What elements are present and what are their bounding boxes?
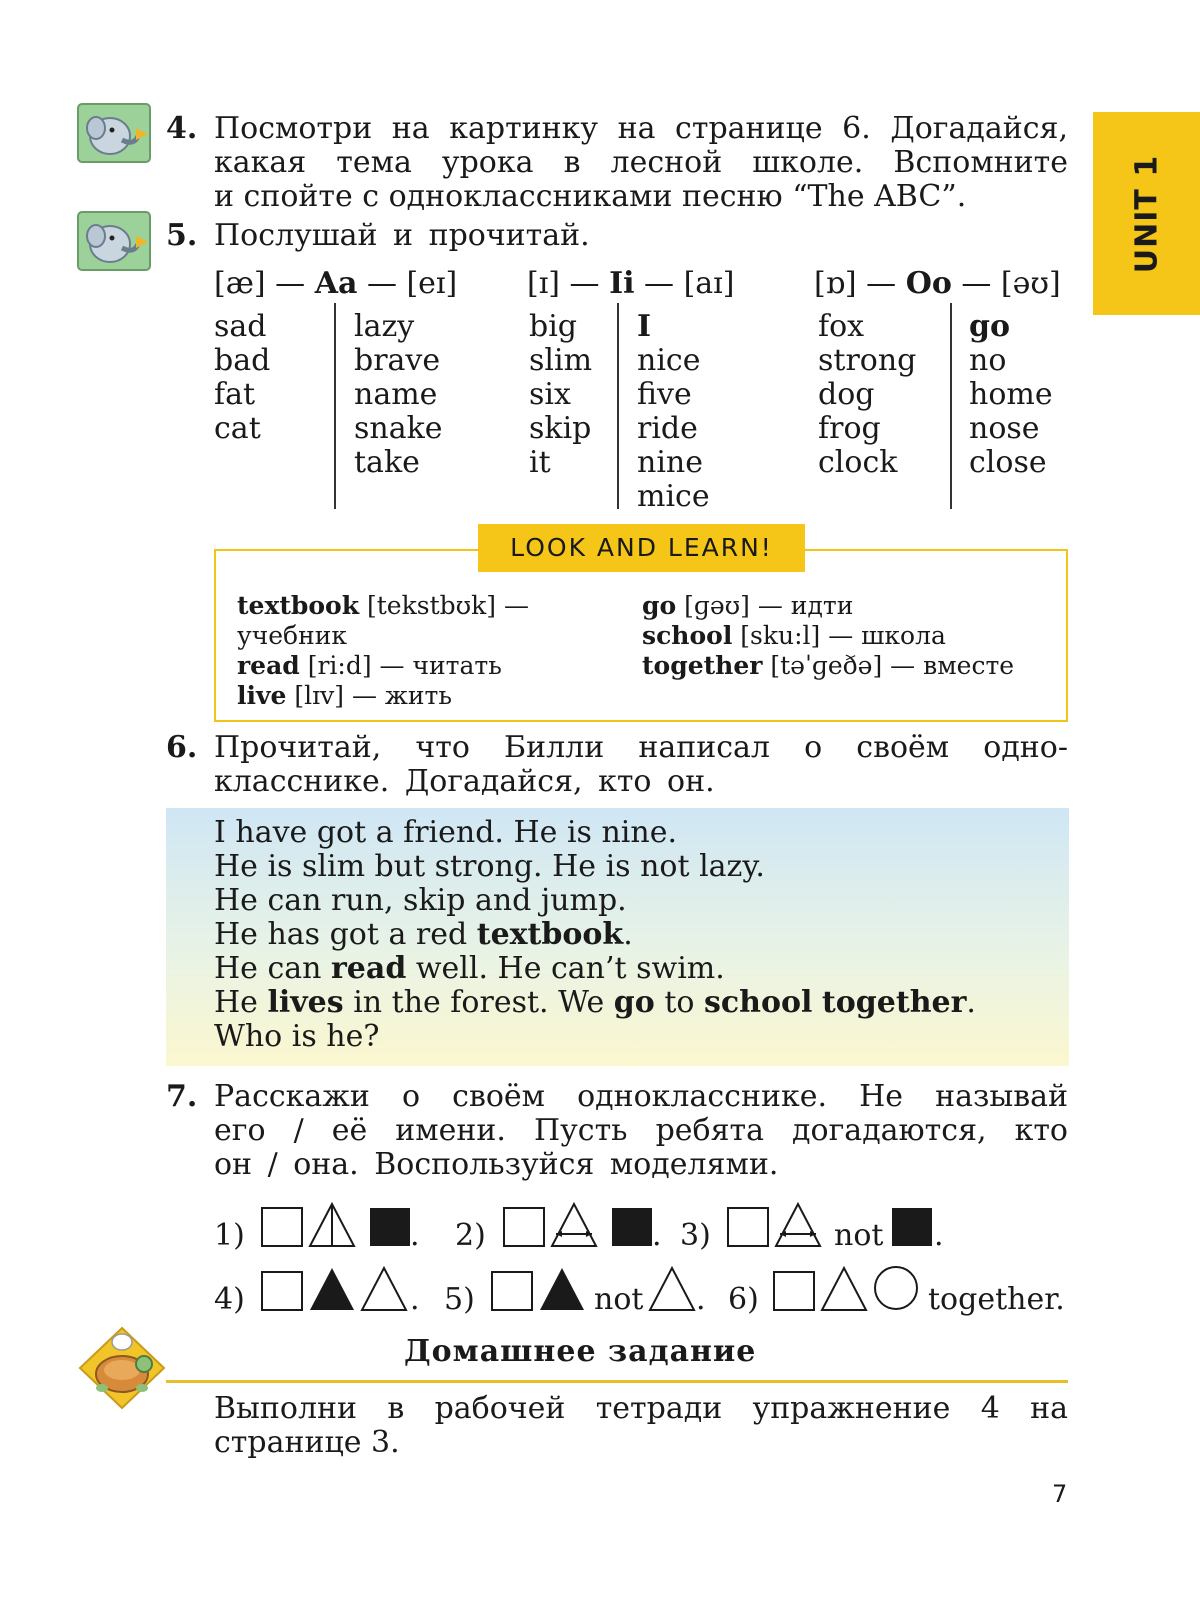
phonics-header-aa xyxy=(214,266,457,301)
sound-long: — [əʊ] xyxy=(951,266,1061,301)
task-7-line: он / она. Воспользуйся моделями. xyxy=(214,1147,779,1182)
homework-divider xyxy=(166,1380,1068,1383)
word: no xyxy=(969,343,1007,378)
task-5-title: Послушай и прочитай. xyxy=(214,218,590,253)
phonics-header-ii xyxy=(527,266,734,301)
story-line xyxy=(214,986,976,1020)
word: nice xyxy=(637,343,701,378)
model-dot: . xyxy=(410,1218,420,1253)
task-6-number: 6. xyxy=(166,730,198,765)
word: cat xyxy=(214,411,261,446)
model-label: 4) xyxy=(214,1282,245,1317)
word: take xyxy=(354,445,420,480)
task-4-line: и спойте с одноклассниками песню “The ABC”. xyxy=(214,179,967,214)
word: six xyxy=(529,377,571,412)
model-4-symbols-icon xyxy=(260,1264,420,1314)
vocab-word: live xyxy=(237,681,287,710)
vocab-translation: [ri:d] — читать xyxy=(299,651,502,680)
word: five xyxy=(637,377,692,412)
word: home xyxy=(969,377,1053,412)
model-row-2 xyxy=(214,1264,1074,1324)
story-text: . xyxy=(966,985,976,1020)
vocab-right xyxy=(642,591,1014,681)
vocab-translation: [lɪv] — жить xyxy=(286,681,453,710)
model-label: 3) xyxy=(680,1218,711,1253)
story-text: He xyxy=(214,985,268,1020)
word: big xyxy=(529,309,578,344)
story-text xyxy=(812,985,822,1020)
story-keyword: textbook xyxy=(476,917,624,952)
word: brave xyxy=(354,343,441,378)
model-5-symbols-icon xyxy=(490,1264,590,1314)
look-and-learn-title: LOOK AND LEARN! xyxy=(478,524,805,572)
word: mice xyxy=(637,479,710,514)
sound-short: [ɒ] — xyxy=(814,266,906,301)
word: strong xyxy=(818,343,917,378)
story-line: I have got a friend. He is nine. xyxy=(214,815,678,850)
model-not: not xyxy=(834,1218,884,1253)
phonics-header-oo xyxy=(814,266,1061,301)
sound-long: — [aɪ] xyxy=(634,266,735,301)
word-column-aa-long xyxy=(354,310,443,480)
word: lazy xyxy=(354,309,415,344)
story-text: well. He can’t swim. xyxy=(406,951,725,986)
model-label: 5) xyxy=(444,1282,475,1317)
elephant-mascot-icon xyxy=(76,102,152,164)
sound-short: [ɪ] — xyxy=(527,266,610,301)
model-1-symbols-icon xyxy=(260,1200,420,1250)
vocab-word: together xyxy=(642,651,763,680)
story-keyword: read xyxy=(331,951,407,986)
word-column-ii-long xyxy=(637,310,710,514)
task-4-text xyxy=(214,112,1068,214)
letter: Aa xyxy=(314,266,358,301)
vocab-word: textbook xyxy=(237,591,360,620)
word: it xyxy=(529,445,551,480)
homework-line: Выполни в рабочей тетради упражнение 4 на xyxy=(214,1391,1068,1426)
column-divider xyxy=(950,303,952,509)
homework-line: странице 3. xyxy=(214,1425,400,1460)
story-box xyxy=(166,808,1069,1066)
unit-tab-label: UNIT 1 xyxy=(1129,154,1164,273)
task-7-number: 7. xyxy=(166,1079,198,1114)
story-keyword: lives xyxy=(267,985,344,1020)
vocab-word: school xyxy=(642,621,733,650)
model-3-symbols-icon xyxy=(726,1200,826,1250)
word: fox xyxy=(818,309,865,344)
story-line: He is slim but strong. He is not lazy. xyxy=(214,849,765,884)
model-label: 1) xyxy=(214,1218,245,1253)
story-line: He can run, skip and jump. xyxy=(214,883,627,918)
model-3-end-symbol-icon xyxy=(890,1200,936,1250)
task-6-line: Прочитай, что Билли написал о своём одно- xyxy=(214,730,1068,765)
vocab-entry xyxy=(642,621,1014,651)
word: name xyxy=(354,377,438,412)
word: nine xyxy=(637,445,703,480)
vocab-word: read xyxy=(237,651,300,680)
word: ride xyxy=(637,411,698,446)
vocab-entry xyxy=(237,681,529,711)
word-column-oo-long xyxy=(969,310,1053,480)
model-not: not xyxy=(594,1282,644,1317)
column-divider xyxy=(617,303,619,509)
word-column-aa-short xyxy=(214,310,270,446)
word: nose xyxy=(969,411,1040,446)
model-2-symbols-icon xyxy=(502,1200,662,1250)
story-keyword: together xyxy=(821,985,967,1020)
task-6-line: класснике. Догадайся, кто он. xyxy=(214,764,715,799)
word-column-ii-short xyxy=(529,310,592,480)
letter: Oo xyxy=(905,266,952,301)
vocab-translation: учебник xyxy=(237,621,348,650)
story-text: to xyxy=(654,985,704,1020)
vocab-word: go xyxy=(642,591,677,620)
elephant-mascot-icon xyxy=(76,210,152,272)
word: slim xyxy=(529,343,593,378)
story-text: . xyxy=(623,917,633,952)
story-text: He has got a red xyxy=(214,917,477,952)
unit-tab xyxy=(1093,112,1200,315)
story-text: in the forest. We xyxy=(343,985,614,1020)
column-divider xyxy=(334,303,336,509)
model-label: 6) xyxy=(728,1282,759,1317)
task-7-line: его / её имени. Пусть ребята догадаются, кто xyxy=(214,1113,1068,1148)
model-dot: . xyxy=(934,1218,944,1253)
story-line: Who is he? xyxy=(214,1019,380,1054)
task-4-line: какая тема урока в лесной школе. Вспомните xyxy=(214,145,1068,180)
word-column-oo-short xyxy=(818,310,916,480)
vocab-entry xyxy=(237,651,529,681)
turtle-chef-mascot-icon xyxy=(76,1322,168,1412)
story-text: He can xyxy=(214,951,331,986)
vocab-entry xyxy=(642,591,1014,621)
word: skip xyxy=(529,411,592,446)
word: dog xyxy=(818,377,875,412)
task-4-number: 4. xyxy=(166,111,198,146)
word: close xyxy=(969,445,1047,480)
task-7-line: Расскажи о своём однокласснике. Не называй xyxy=(214,1079,1068,1114)
vocab-translation: [ɡəʊ] — идти xyxy=(676,591,854,620)
word: I xyxy=(637,309,652,344)
word: frog xyxy=(818,411,881,446)
task-4-line: Посмотри на картинку на странице 6. Догадайся, xyxy=(214,111,1068,146)
task-7-text xyxy=(214,1080,1068,1182)
homework-text xyxy=(214,1392,1068,1460)
model-label: 2) xyxy=(455,1218,486,1253)
letter: Ii xyxy=(609,266,635,301)
vocab-translation: [sku:l] — школа xyxy=(732,621,946,650)
model-row-1 xyxy=(214,1200,1074,1260)
vocab-entry xyxy=(642,651,1014,681)
model-dot: . xyxy=(696,1282,706,1317)
sound-long: — [eɪ] xyxy=(357,266,458,301)
story-keyword: go xyxy=(613,985,655,1020)
story-line xyxy=(214,952,725,986)
word: bad xyxy=(214,343,271,378)
vocab-entry xyxy=(237,591,529,621)
word: go xyxy=(969,309,1010,344)
model-6-symbols-icon xyxy=(772,1264,932,1314)
word: sad xyxy=(214,309,267,344)
vocab-left xyxy=(237,591,529,711)
word: fat xyxy=(214,377,256,412)
task-5-number: 5. xyxy=(166,218,198,253)
task-6-text xyxy=(214,731,1068,799)
story-keyword: school xyxy=(703,985,813,1020)
model-dot: . xyxy=(652,1218,662,1253)
sound-short: [æ] — xyxy=(214,266,315,301)
word: snake xyxy=(354,411,443,446)
vocab-translation: [tekstbʊk] — xyxy=(359,591,529,620)
story-line xyxy=(214,918,633,952)
word: clock xyxy=(818,445,898,480)
vocab-translation: [təˈɡeðə] — вместе xyxy=(762,651,1015,680)
model-dot: . xyxy=(410,1282,420,1317)
vocab-entry xyxy=(237,621,529,651)
homework-title: Домашнее задание xyxy=(404,1334,757,1369)
page-number: 7 xyxy=(1052,1480,1068,1508)
model-together: together. xyxy=(928,1282,1065,1317)
model-5-end-symbol-icon xyxy=(648,1264,698,1314)
